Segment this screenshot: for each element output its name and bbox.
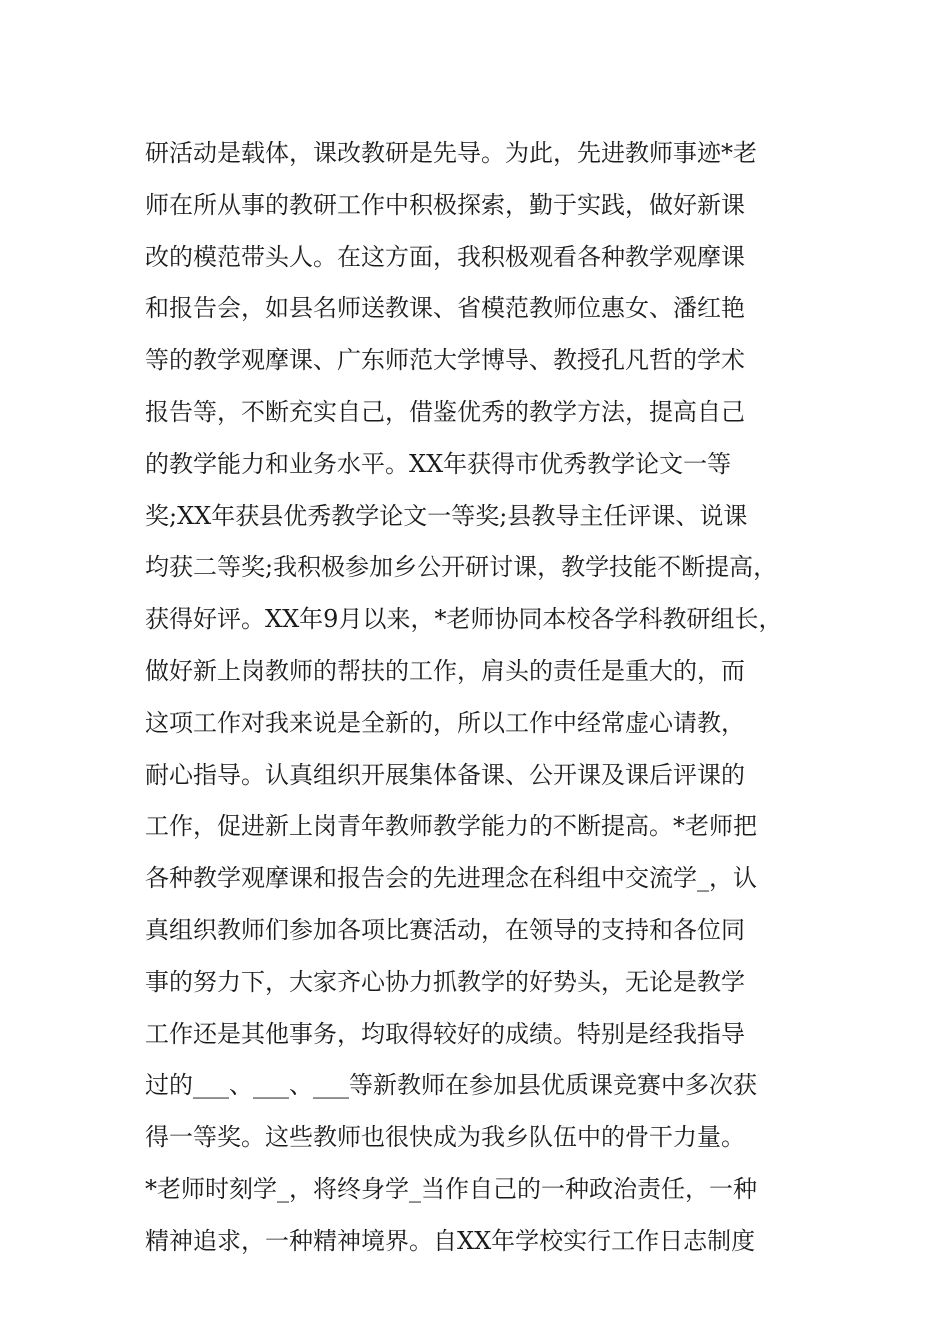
text-line: 工作，促进新上岗青年教师教学能力的不断提高。*老师把	[145, 812, 757, 841]
text-line: 这项工作对我来说是全新的，所以工作中经常虚心请教，	[145, 708, 745, 737]
text-line: 耐心指导。认真组织开展集体备课、公开课及课后评课的	[145, 760, 745, 789]
text-line: 的教学能力和业务水平。XX年获得市优秀教学论文一等	[145, 449, 732, 478]
text-line: 获得好评。XX年9月以来，*老师协同本校各学科教研组长，	[145, 605, 783, 634]
text-line: 精神追求，一种精神境界。自XX年学校实行工作日志制度	[145, 1226, 756, 1255]
text-line: 真组织教师们参加各项比赛活动，在领导的支持和各位同	[145, 915, 745, 944]
text-line: 改的模范带头人。在这方面，我积极观看各种教学观摩课	[145, 242, 745, 271]
text-line: 工作还是其他事务，均取得较好的成绩。特别是经我指导	[145, 1019, 745, 1048]
text-line: 事的努力下，大家齐心协力抓教学的好势头，无论是教学	[145, 967, 745, 996]
text-line: 奖;XX年获县优秀教学论文一等奖;县教导主任评课、说课	[145, 501, 748, 530]
text-line: 研活动是载体，课改教研是先导。为此，先进教师事迹*老	[145, 139, 757, 167]
text-line: 报告等，不断充实自己，借鉴优秀的教学方法，提高自己	[145, 397, 745, 426]
text-line: 和报告会，如县名师送教课、省模范教师位惠女、潘红艳	[145, 294, 745, 323]
text-line: 均获二等奖;我积极参加乡公开研讨课，教学技能不断提高，	[145, 553, 778, 582]
text-line: 等的教学观摩课、广东师范大学博导、教授孔凡哲的学术	[145, 346, 745, 375]
text-line: 师在所从事的教研工作中积极探索，勤于实践，做好新课	[145, 190, 745, 219]
text-line: 得一等奖。这些教师也很快成为我乡队伍中的骨干力量。	[145, 1123, 745, 1152]
text-line: 过的___、___、___等新教师在参加县优质课竞赛中多次获	[145, 1071, 757, 1100]
body-text	[145, 128, 810, 1268]
text-line: *老师时刻学_，将终身学_当作自己的一种政治责任，一种	[145, 1174, 757, 1203]
text-line: 做好新上岗教师的帮扶的工作，肩头的责任是重大的，而	[145, 656, 745, 685]
text-line: 各种教学观摩课和报告会的先进理念在科组中交流学_，认	[145, 864, 757, 893]
